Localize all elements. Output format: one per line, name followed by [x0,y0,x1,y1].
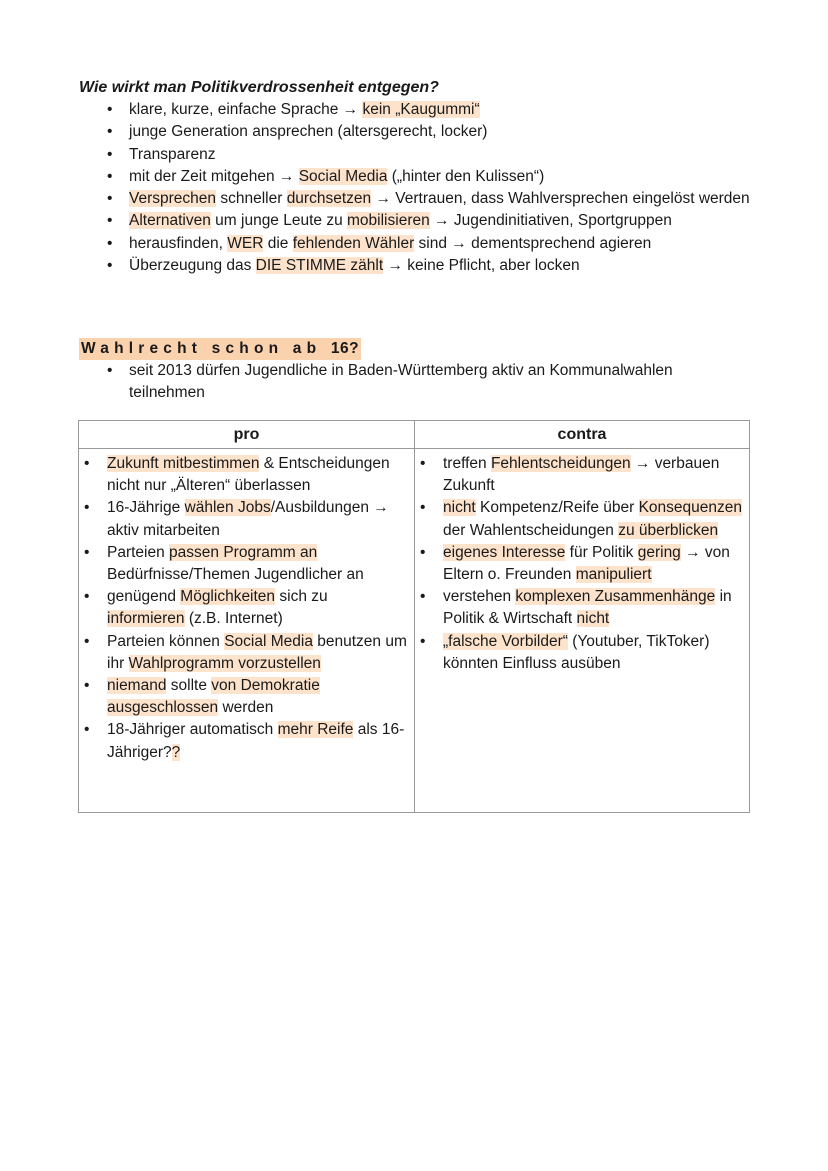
highlight: zu überblicken [618,521,719,539]
highlight: Möglichkeiten [180,588,276,606]
text: klare, kurze, einfache Sprache → [129,101,363,118]
list-item [79,121,759,143]
highlight: mobilisieren [347,212,430,230]
highlight: eigenes Interesse [443,543,566,561]
highlight: gering [637,543,681,561]
highlight: niemand [107,677,167,695]
text: mit der Zeit mitgehen → [129,167,299,185]
text: Kompetenz/Reife über [475,499,639,517]
text: benutzen um ihr [107,632,407,672]
text: junge Generation ansprechen (altersgerecht, locker) [129,123,488,141]
list-item [79,675,414,719]
list-item [415,631,749,675]
list-item [79,144,759,166]
list-item [415,586,749,630]
text: → Jugendinitiativen, Sportgruppen [429,212,672,230]
text: sind → dementsprechend agieren [414,234,652,252]
list-item [79,497,414,541]
highlight: kein „Kaugummi“ [362,101,480,118]
list-item [79,99,759,121]
text: als 16-Jähriger? [107,721,405,761]
highlight: Zukunft mitbestimmen [107,455,260,472]
section-title: Wie wirkt man Politikverdrossenheit entgegen? [79,79,439,96]
list-item [79,255,759,277]
highlight: passen Programm an [169,543,318,561]
text: Parteien [107,543,170,561]
contra-list [415,449,749,681]
pro-contra-table [78,420,750,813]
highlight: Versprechen [129,190,217,208]
text: verstehen [443,588,516,606]
list-item [79,631,414,675]
text: seit 2013 dürfen Jugendliche in Baden-Württemberg aktiv an Kommunalwahlen teilnehmen [129,362,673,402]
text: → von Eltern o. Freunden [443,543,730,584]
voting-age-list [79,360,729,405]
highlight: Fehlentscheidungen [490,455,631,472]
list-item [79,166,759,188]
text: sich zu [275,588,328,606]
text: die [263,234,293,252]
text: (Youtuber, TikToker) könnten Einfluss ausüben [443,632,710,672]
highlight: Konsequenzen [638,499,743,517]
text: → verbauen Zukunft [443,455,720,495]
highlight: ? [171,743,181,761]
list-item [79,586,414,630]
text: („hinter den Kulissen“) [387,167,545,185]
list-item [79,360,729,405]
highlight: nicht [443,499,476,517]
highlight: durchsetzen [286,190,372,208]
list-item [79,542,414,586]
list-item [415,542,749,586]
highlight: DIE STIMME zählt [255,257,384,275]
text: Bedürfnisse/Themen Jugendlicher an [107,566,364,584]
text: & Entscheidungen nicht nur „Älteren“ überlassen [107,455,390,495]
text: Parteien können [107,632,225,650]
section-heading [79,338,361,360]
text: treffen [443,455,491,472]
text: für Politik [565,543,638,561]
list-item [79,210,759,232]
highlight: Social Media [224,632,313,650]
contra-header: contra [415,421,750,449]
highlight: wählen Jobs [184,499,271,517]
text: → keine Pflicht, aber locken [383,257,580,275]
highlight: mehr Reife [277,721,354,739]
text: → Vertrauen, dass Wahlversprechen eingelöst werden [371,190,750,208]
highlight: Wahlprogramm vorzustellen [128,654,321,672]
list-item [79,453,414,497]
list-item [415,497,749,541]
pro-header: pro [79,421,415,449]
list-item [79,233,759,255]
highlight: fehlenden Wähler [292,234,415,252]
measures-list [79,99,759,277]
highlight: manipuliert [575,566,652,584]
pro-cell [79,449,415,813]
list-item [79,719,414,763]
text: 18-Jähriger automatisch [107,721,278,739]
list-item [79,188,759,210]
text: (z.B. Internet) [184,610,283,628]
text: werden [218,699,274,717]
heading-text: Wahlrecht schon ab [81,340,322,357]
text: Überzeugung das [129,257,256,275]
text: sollte [166,677,212,695]
text: 16-Jährige [107,499,185,517]
highlight: nicht [576,610,610,628]
list-item [415,453,749,497]
highlight: Alternativen [129,212,211,230]
text: herausfinden, [129,234,228,252]
pro-list [79,449,414,770]
contra-cell [415,449,750,813]
text: in Politik & Wirtschaft [443,588,732,628]
highlight: Social Media [298,167,388,185]
text: der Wahlentscheidungen [443,521,619,539]
text: Transparenz [129,145,216,163]
text: um junge Leute zu [210,212,348,230]
heading-age: 16? [330,340,360,357]
highlight: „falsche Vorbilder“ [443,632,568,650]
text: /Ausbildungen → aktiv mitarbeiten [107,499,389,539]
highlight: komplexen Zusammenhänge [515,588,716,606]
highlight: von Demokratie ausgeschlossen [107,677,320,717]
text: genügend [107,588,181,606]
highlight: informieren [107,610,185,628]
highlight: WER [227,234,264,252]
text: schneller [216,190,287,208]
